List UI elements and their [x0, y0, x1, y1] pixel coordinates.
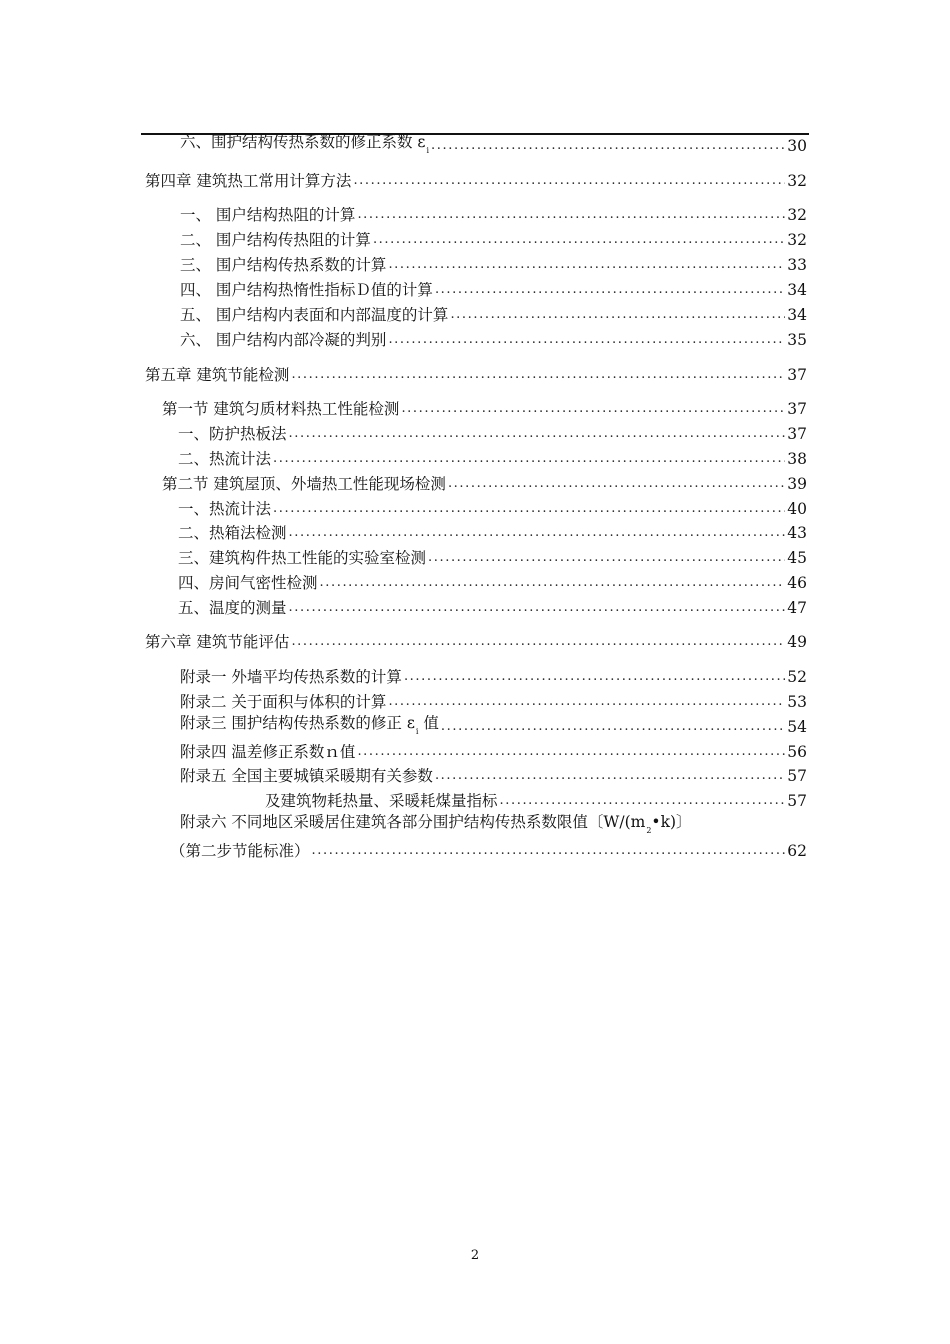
toc-label: 三、建筑构件热工性能的实验室检测	[178, 549, 427, 567]
toc-entry[interactable]	[180, 304, 807, 326]
toc-label: 二、热箱法检测	[178, 524, 287, 542]
dot-leader	[431, 135, 785, 157]
toc-entry[interactable]	[178, 498, 807, 520]
toc-entry[interactable]	[180, 691, 807, 713]
toc-entry[interactable]	[178, 423, 807, 445]
toc-entry[interactable]	[180, 666, 807, 688]
toc-page-number: 56	[787, 743, 807, 761]
dot-leader	[435, 279, 785, 301]
toc-entry[interactable]	[180, 713, 807, 738]
toc-entry[interactable]	[180, 132, 807, 157]
dot-leader	[404, 666, 785, 688]
toc-page-number: 54	[787, 718, 807, 736]
toc-entry[interactable]	[265, 790, 807, 812]
toc-entry[interactable]	[145, 631, 807, 653]
toc-page-number: 47	[787, 599, 807, 617]
toc-page-number: 32	[787, 172, 807, 190]
dot-leader	[273, 498, 785, 520]
toc-entry[interactable]	[162, 398, 807, 420]
toc-label: 一、热流计法	[178, 500, 272, 518]
dot-leader	[441, 716, 785, 738]
toc-page-number: 34	[787, 306, 807, 324]
toc-page-number: 57	[787, 792, 807, 810]
toc-label: 六、 围户结构内部冷凝的判别	[180, 331, 387, 349]
dot-leader	[289, 423, 786, 445]
toc-page-number: 32	[787, 206, 807, 224]
dot-leader	[273, 448, 785, 470]
toc-entry[interactable]	[178, 597, 807, 619]
toc-label: 四、 围户结构热惰性指标Ｄ值的计算	[180, 281, 433, 299]
dot-leader	[388, 329, 785, 351]
toc-entry[interactable]	[180, 329, 807, 351]
dot-leader	[289, 522, 786, 544]
toc-page-number: 53	[787, 693, 807, 711]
toc-entry[interactable]	[180, 204, 807, 226]
dot-leader	[353, 170, 785, 192]
dot-leader	[312, 840, 786, 862]
dot-leader	[388, 691, 785, 713]
dot-leader	[448, 473, 785, 495]
toc-label: 五、温度的测量	[178, 599, 287, 617]
dot-leader	[373, 229, 785, 251]
toc-entry[interactable]	[162, 473, 807, 495]
toc-label: 附录五 全国主要城镇采暖期有关参数	[180, 767, 433, 785]
toc-label: 附录六 不同地区采暖居住建筑各部分围护结构传热系数限值〔$W/(m_2•k)$〕	[180, 812, 692, 835]
toc-entry[interactable]	[145, 364, 807, 386]
toc-page-number: 37	[787, 425, 807, 443]
dot-leader	[357, 741, 785, 763]
toc-label: 第二节 建筑屋顶、外墙热工性能现场检测	[162, 475, 446, 493]
toc-label: 第五章 建筑节能检测	[145, 366, 290, 384]
toc-label: 及建筑物耗热量、采暖耗煤量指标	[265, 792, 498, 810]
toc-page-number: 46	[787, 574, 807, 592]
toc-page-number: 35	[787, 331, 807, 349]
page-number: 2	[470, 1248, 480, 1263]
toc-label: 一、防护热板法	[178, 425, 287, 443]
toc-entry[interactable]	[145, 170, 807, 192]
toc-entry[interactable]	[178, 547, 807, 569]
toc-entry[interactable]	[178, 448, 807, 470]
dot-leader	[500, 790, 786, 812]
dot-leader	[450, 304, 785, 326]
dot-leader	[291, 364, 785, 386]
toc-label: 附录三 围护结构传热系数的修正 $\varepsilon_i$ 值	[180, 713, 439, 736]
toc-page-number: 52	[787, 668, 807, 686]
toc-entry[interactable]	[178, 572, 807, 594]
toc-entry[interactable]	[180, 765, 807, 787]
toc-entry[interactable]	[180, 279, 807, 301]
toc-label: 附录二 关于面积与体积的计算	[180, 693, 387, 711]
toc-page-number: 40	[787, 500, 807, 518]
toc-page-number: 39	[787, 475, 807, 493]
dot-leader	[291, 631, 785, 653]
toc-label: 第四章 建筑热工常用计算方法	[145, 172, 352, 190]
toc-label: 二、热流计法	[178, 450, 272, 468]
toc-entry[interactable]	[178, 522, 807, 544]
toc-page-number: 32	[787, 231, 807, 249]
toc-page-number: 33	[787, 256, 807, 274]
toc-page-number: 57	[787, 767, 807, 785]
toc-label: 附录四 温差修正系数ｎ值	[180, 743, 356, 761]
dot-leader	[357, 204, 785, 226]
toc-page-number: 34	[787, 281, 807, 299]
toc-label: 二、 围户结构传热阻的计算	[180, 231, 371, 249]
dot-leader	[289, 597, 786, 619]
toc-label: 第六章 建筑节能评估	[145, 633, 290, 651]
toc-label: 第一节 建筑匀质材料热工性能检测	[162, 400, 400, 418]
toc-page-number: 37	[787, 400, 807, 418]
toc-entry[interactable]	[180, 812, 807, 837]
dot-leader	[320, 572, 786, 594]
toc-page-number: 43	[787, 524, 807, 542]
toc-label: 附录一 外墙平均传热系数的计算	[180, 668, 402, 686]
toc-label: 三、 围户结构传热系数的计算	[180, 256, 387, 274]
toc-label: 六、围护结构传热系数的修正系数 $\varepsilon_i$	[180, 132, 430, 155]
toc-entry[interactable]	[180, 254, 807, 276]
toc-entry[interactable]	[180, 229, 807, 251]
toc-label: 四、房间气密性检测	[178, 574, 318, 592]
toc-label: （第二步节能标准）	[170, 842, 310, 860]
toc-page-number: 62	[787, 842, 807, 860]
toc-page-number: 38	[787, 450, 807, 468]
toc-page-number: 37	[787, 366, 807, 384]
toc-entry[interactable]	[180, 741, 807, 763]
toc-entry[interactable]	[170, 840, 807, 862]
toc-page-number: 45	[787, 549, 807, 567]
dot-leader	[388, 254, 785, 276]
dot-leader	[435, 765, 785, 787]
toc-label: 一、 围户结构热阻的计算	[180, 206, 356, 224]
toc-label: 五、 围户结构内表面和内部温度的计算	[180, 306, 449, 324]
dot-leader	[401, 398, 785, 420]
dot-leader	[428, 547, 785, 569]
toc-page-number: 30	[787, 137, 807, 155]
toc-page-number: 49	[787, 633, 807, 651]
